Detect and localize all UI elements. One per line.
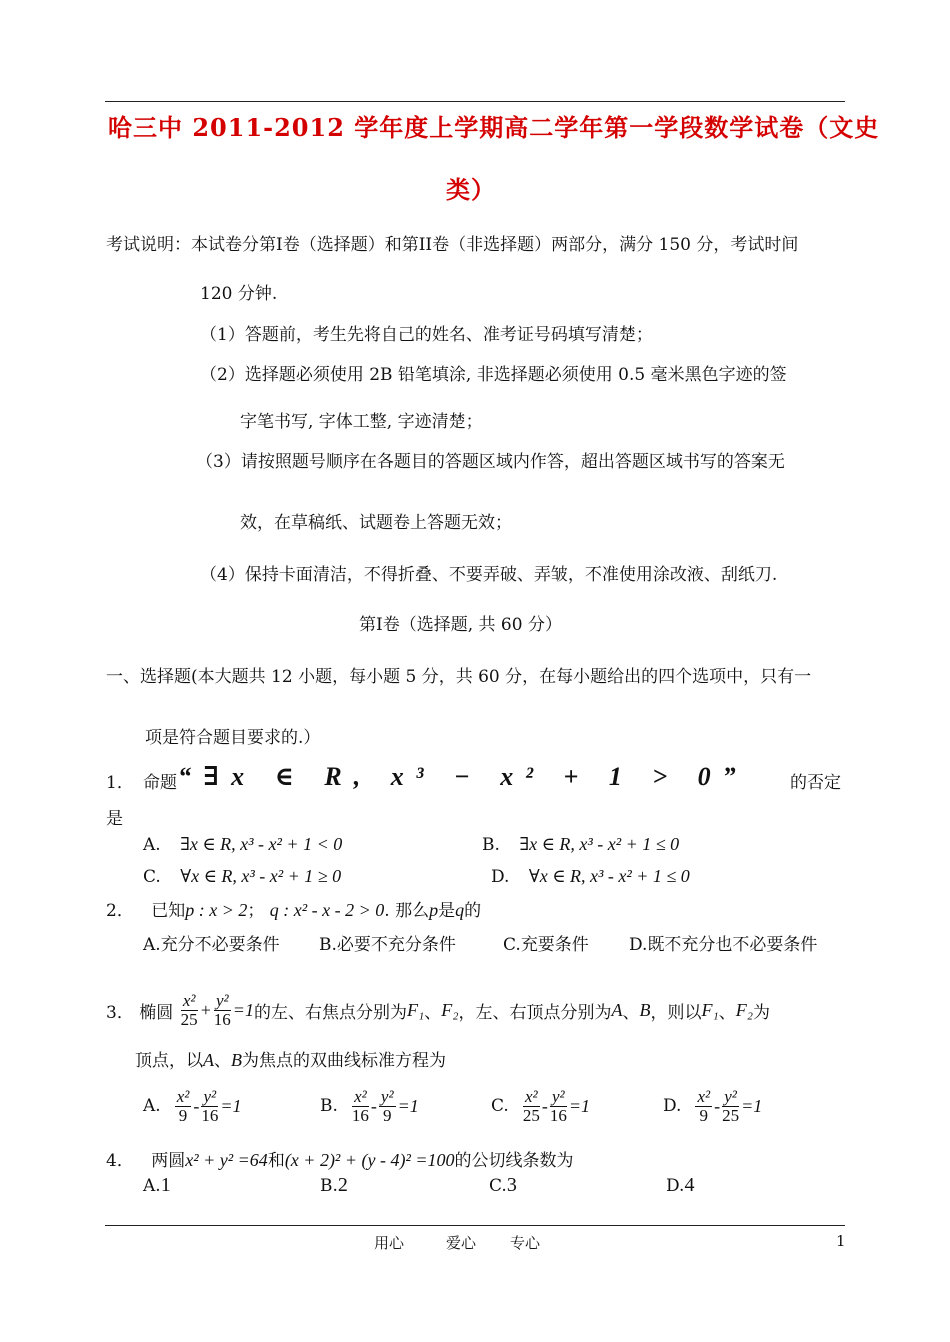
q4-option-d-value: 4 <box>684 1174 695 1196</box>
q3-option-b-minus: - <box>370 1095 377 1116</box>
q4-option-b-label: B. <box>320 1176 338 1196</box>
q4-option-c-label: C. <box>489 1176 507 1196</box>
footer-word-2: 爱心 <box>446 1234 477 1252</box>
q2-option-a <box>143 930 280 955</box>
q3-option-b-frac-2: $\frac{\text{y²}}{9}$ <box>380 1087 394 1125</box>
footer-rule <box>105 1225 845 1226</box>
q3-option-c-eq: =1 <box>568 1095 590 1116</box>
q3-a2: A <box>203 1050 214 1070</box>
q3-fraction-x: $\frac{\text{x²}}{25}$ <box>180 991 198 1029</box>
q3-option-c-minus: - <box>541 1095 548 1116</box>
instruction-item-2: （2）选择题必须使用 2B 铅笔填涂, 非选择题必须使用 0.5 毫米黑色字迹的签 <box>200 365 787 385</box>
q2-option-c <box>503 930 589 955</box>
q1-option-d <box>491 866 690 887</box>
q4-option-c <box>489 1174 517 1197</box>
q2-q-var: q <box>455 900 465 920</box>
q3-text-a: 的左、右焦点分别为 <box>253 1002 407 1023</box>
q1-formula: “∃x ∈ R, x³ − x² + 1 > 0” <box>178 762 748 791</box>
header-rule <box>105 101 845 102</box>
q4-option-b <box>320 1174 348 1197</box>
title-line-1: 哈三中 2011-2012 学年度上学期高二学年第一学段数学试卷（文史 <box>108 113 880 142</box>
q3-eq: =1 <box>232 999 254 1020</box>
title-line-2: 类） <box>446 175 496 204</box>
q3-a: A <box>611 999 623 1020</box>
q3-option-d-minus: - <box>714 1095 721 1116</box>
q3-dun-4: 、 <box>214 1051 231 1071</box>
q4-option-d-label: D. <box>666 1176 685 1196</box>
section-title: 第I卷（选择题, 共 60 分） <box>359 615 562 635</box>
q2-option-d-label: D. <box>629 935 648 955</box>
q1-option-d-label: D. <box>491 867 510 887</box>
q3-option-d-frac-1: $\frac{\text{x²}}{9}$ <box>697 1087 711 1125</box>
part-one-heading: 一、选择题(本大题共 12 小题，每小题 5 分，共 60 分，在每小题给出的四个选项中，只有一 <box>106 667 812 687</box>
q4-stem <box>106 1146 574 1171</box>
q3-f1-b: F₁ <box>701 999 719 1020</box>
q3-option-d <box>663 1088 762 1125</box>
q1-option-d-text: ∀x ∈ R, x³ - x² + 1 ≤ 0 <box>528 866 690 886</box>
q3-option-b-eq: =1 <box>397 1095 419 1116</box>
q2-option-d <box>629 930 817 955</box>
q3-option-c-frac-2: $\frac{\text{y²}}{16}$ <box>549 1087 567 1125</box>
q2-option-a-text: 充分不必要条件 <box>160 935 280 955</box>
q3-b: B <box>639 999 651 1020</box>
q2-p-var: p <box>429 900 439 920</box>
q2-is: 是 <box>438 901 456 921</box>
instruction-item-4: （4）保持卡面清洁，不得折叠、不要弄破、弄皱，不准使用涂改液、刮纸刀. <box>200 565 778 585</box>
q1-option-a <box>143 834 342 855</box>
q4-tail: 的公切线条数为 <box>454 1151 574 1171</box>
q2-of: 的 <box>464 901 482 921</box>
q2-option-c-text: 充要条件 <box>520 935 589 955</box>
q2-option-b-label: B. <box>319 935 337 955</box>
instructions-intro-cont: 120 分钟. <box>200 284 278 304</box>
q3-line2-b: 为焦点的双曲线标准方程为 <box>242 1051 446 1071</box>
q1-number: 1． <box>106 773 134 793</box>
instruction-item-3-cont: 效，在草稿纸、试题卷上答题无效； <box>240 513 512 533</box>
q3-option-a-label: A. <box>143 1096 161 1117</box>
instruction-item-1: （1）答题前，考生先将自己的姓名、准考证号码填写清楚； <box>200 325 653 345</box>
q1-option-a-label: A. <box>143 835 161 855</box>
q2-option-d-text: 既不充分也不必要条件 <box>647 935 818 955</box>
q3-number: 3． <box>106 1002 134 1023</box>
q2-stem <box>106 896 481 921</box>
q3-wei: 为 <box>753 1002 771 1023</box>
instructions-intro: 考试说明：本试卷分第I卷（选择题）和第II卷（非选择题）两部分，满分 150 分，考试时间 <box>106 235 799 255</box>
q3-dun-1: 、 <box>424 1002 442 1023</box>
q3-fraction-y: $\frac{\text{y²}}{16}$ <box>213 991 231 1029</box>
q3-f2: F₂ <box>441 999 459 1020</box>
q3-option-b <box>320 1088 419 1125</box>
q4-option-a-value: 1 <box>160 1174 171 1196</box>
q1-tail-2: 是 <box>106 809 123 829</box>
q2-mid: . 那么 <box>384 901 430 921</box>
q3-option-a-eq: =1 <box>220 1095 242 1116</box>
q3-text-c: ，则以 <box>650 1002 702 1023</box>
q1-option-c-label: C. <box>143 867 161 887</box>
q4-option-a <box>143 1174 171 1197</box>
q4-circle-1: x² + y² =64 <box>185 1150 268 1170</box>
q4-lead: 两圆 <box>151 1151 186 1171</box>
q4-number: 4． <box>106 1151 134 1171</box>
q4-option-d <box>666 1174 694 1197</box>
q4-option-b-value: 2 <box>337 1174 348 1196</box>
q1-option-c-text: ∀x ∈ R, x³ - x² + 1 ≥ 0 <box>180 866 342 886</box>
q3-f1: F₁ <box>406 999 425 1020</box>
q2-option-a-label: A. <box>143 935 161 955</box>
q3-option-c <box>491 1088 590 1125</box>
q3-option-a-minus: - <box>193 1095 200 1116</box>
q2-p: p : x > 2 <box>185 900 248 920</box>
q3-stem-line-2 <box>135 1046 446 1071</box>
q3-dun-2: 、 <box>622 1002 640 1023</box>
q3-stem <box>106 992 770 1029</box>
q2-option-b <box>319 930 456 955</box>
q3-option-d-eq: =1 <box>741 1095 763 1116</box>
q2-option-c-label: C. <box>503 935 521 955</box>
q3-plus: + <box>199 999 212 1020</box>
q3-option-a <box>143 1088 242 1125</box>
q3-text-b: ，左、右顶点分别为 <box>458 1002 612 1023</box>
q3-f2-b: F₂ <box>735 999 754 1020</box>
instruction-item-2-cont: 字笔书写, 字体工整, 字迹清楚； <box>240 412 483 432</box>
q4-option-c-value: 3 <box>506 1174 517 1196</box>
q3-option-a-frac-1: $\frac{\text{x²}}{9}$ <box>176 1087 190 1125</box>
q2-lead: 已知 <box>151 901 186 921</box>
footer-word-1: 用心 <box>374 1234 405 1252</box>
page-number: 1 <box>836 1232 846 1250</box>
instruction-item-3: （3）请按照题号顺序在各题目的答题区域内作答，超出答题区域书写的答案无 <box>196 452 785 472</box>
q1-lead: 命题 <box>143 773 177 793</box>
q3-option-c-label: C. <box>491 1096 509 1117</box>
q2-sep: ； <box>247 901 265 921</box>
q3-option-a-frac-2: $\frac{\text{y²}}{16}$ <box>201 1087 219 1125</box>
q2-option-b-text: 必要不充分条件 <box>336 935 456 955</box>
q3-b2: B <box>231 1050 242 1070</box>
q1-option-b-label: B. <box>482 835 500 855</box>
q3-option-d-label: D. <box>663 1096 682 1117</box>
q3-lead: 椭圆 <box>139 1002 174 1023</box>
q1-tail: 的否定 <box>790 773 841 793</box>
q3-dun-3: 、 <box>718 1002 736 1023</box>
q1-option-a-text: ∃x ∈ R, x³ - x² + 1 < 0 <box>180 834 343 854</box>
q3-option-c-frac-1: $\frac{\text{x²}}{25}$ <box>522 1087 540 1125</box>
q4-and: 和 <box>267 1151 285 1171</box>
q3-option-b-label: B. <box>320 1096 338 1117</box>
q4-circle-2: (x + 2)² + (y - 4)² =100 <box>284 1150 455 1170</box>
q1-option-c <box>143 866 341 887</box>
footer-word-3: 专心 <box>510 1234 541 1252</box>
q3-option-b-frac-1: $\frac{\text{x²}}{16}$ <box>351 1087 369 1125</box>
q1-option-b-text: ∃x ∈ R, x³ - x² + 1 ≤ 0 <box>519 834 680 854</box>
q4-option-a-label: A. <box>143 1176 161 1196</box>
q1-option-b <box>482 834 679 855</box>
q2-q: q : x² - x - 2 > 0 <box>269 900 385 920</box>
q3-line2-a: 顶点，以 <box>135 1051 203 1071</box>
part-one-heading-cont: 项是符合题目要求的.） <box>145 728 321 748</box>
q3-option-d-frac-2: $\frac{\text{y²}}{25}$ <box>722 1087 740 1125</box>
q2-number: 2． <box>106 901 134 921</box>
